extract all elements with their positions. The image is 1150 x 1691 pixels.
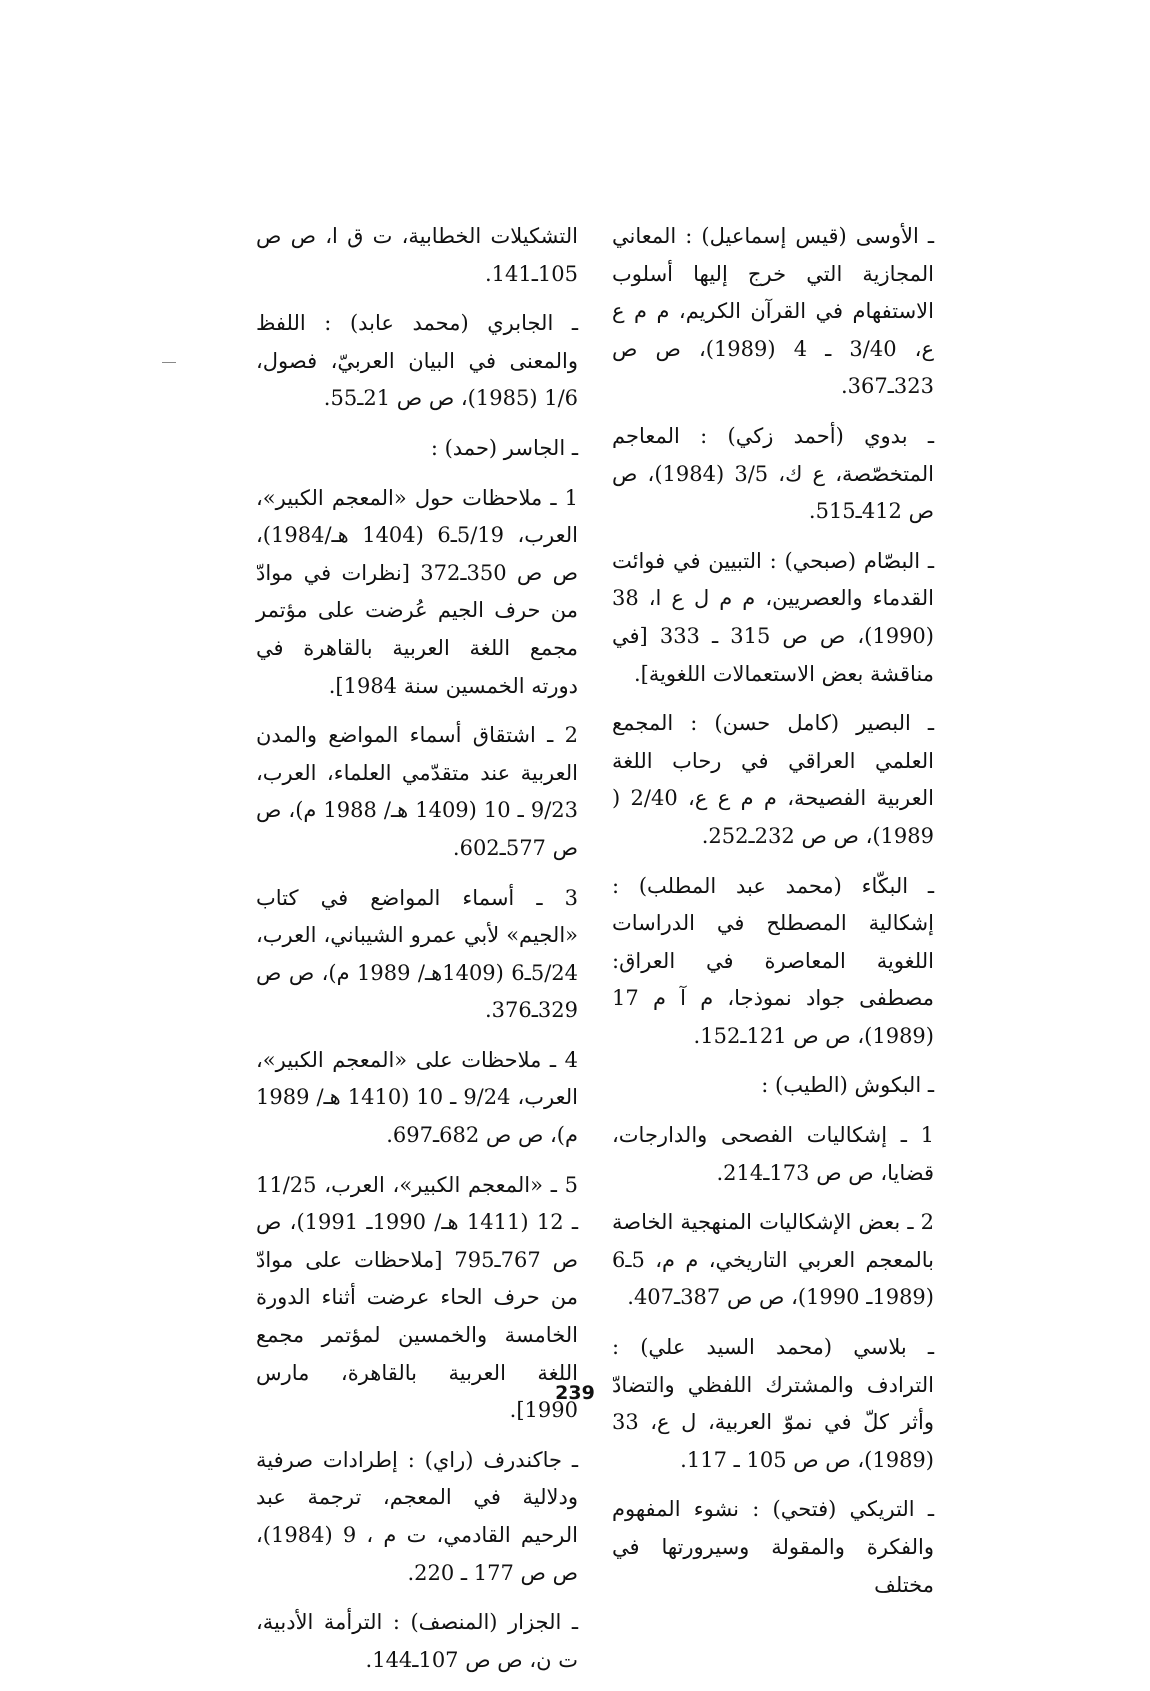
bibliography-entry: 3 ـ أسماء المواضع في كتاب «الجيم» لأبي عمرو الشيباني، العرب، 5/24ـ6 (1409هـ/ 1989 م)، ص ص 329ـ376. <box>256 885 578 1023</box>
bibliography-entry: ـ البصير (كامل حسن) : المجمع العلمي العراقي في رحاب اللغة العربية الفصيحة، م م ع ع، 2/40 ( 1989)، ص ص 232ـ252. <box>612 711 935 848</box>
bibliography-entry: 5 ـ «المعجم الكبير»، العرب، 11/25 ـ 12 (1411 هـ/ 1990ـ 1991)، ص ص 767ـ795 [ملاحظات على موادّ من حرف الحاء عرضت أثناء الدورة الخامسة والخمسين لمؤتمر مجمع اللغة العربية بالقاهرة، مارس 1990]. <box>256 1172 579 1423</box>
bibliography-entry: التشكيلات الخطابية، ت ق ا، ص ص 105ـ141. <box>256 224 578 286</box>
bibliography-entry: 2 ـ بعض الإشكاليات المنهجية الخاصة بالمعجم العربي التاريخي، م م، 5ـ6 (1989ـ 1990)، ص ص 387ـ407. <box>612 1210 934 1310</box>
bibliography-entry: ـ بدوي (أحمد زكي) : المعاجم المتخصّصة، ع ك، 3/5 (1984)، ص ص 412ـ515. <box>612 423 934 524</box>
bibliography-entry: ـ الأوسى (قيس إسماعيل) : المعاني المجازية التي خرج إليها أسلوب الاستفهام في القرآن الكريم، م م ع ع، 3/40 ـ 4 (1989)، ص ص 323ـ367. <box>612 224 934 399</box>
page-number: 239 <box>555 1382 595 1404</box>
left-column <box>256 218 578 1691</box>
bibliography-entry: 4 ـ ملاحظات على «المعجم الكبير»، العرب، 9/24 ـ 10 (1410 هـ/ 1989 م)، ص ص 682ـ697. <box>256 1047 578 1148</box>
bibliography-entry: ـ بلاسي (محمد السيد علي) : الترادف والمشترك اللفظي والتضادّ وأثر كلّ في نموّ العربية، ل ع، 33 (1989)، ص ص 105 ـ 117. <box>612 1335 934 1472</box>
bibliography-entry: 1 ـ إشكاليات الفصحى والدارجات، قضايا، ص ص 173ـ214. <box>612 1123 934 1185</box>
bibliography-entry: ـ الجابري (محمد عابد) : اللفظ والمعنى في البيان العربيّ، فصول، 1/6 (1985)، ص ص 21ـ55. <box>256 311 578 411</box>
bibliography-entry: ـ البصّام (صبحي) : التبيين في فوائت القدماء والعصريين، م م ل ع ا، 38 (1990)، ص ص 315 ـ 333 [في مناقشة بعض الاستعمالات اللغوية]. <box>612 548 934 686</box>
bibliography-entry: ـ البكّاء (محمد عبد المطلب) : إشكالية المصطلح في الدراسات اللغوية المعاصرة في العراق: مصطفى جواد نموذجا، م آ م 17 (1989)، ص ص 121ـ152. <box>612 873 934 1048</box>
scan-speck <box>162 362 176 363</box>
bibliography-author-heading: ـ الجاسر (حمد) : <box>430 435 578 460</box>
bibliography-entry: ـ الجزار (المنصف) : الترأمة الأدبية، ت ن، ص ص 107ـ144. <box>256 1610 578 1672</box>
bibliography-entry: 1 ـ ملاحظات حول «المعجم الكبير»، العرب، 5/19ـ6 (1404 هـ/1984)، ص ص 350ـ372 [نظرات في موادّ من حرف الجيم عُرضت على مؤتمر مجمع اللغة العربية بالقاهرة في دورته الخمسين سنة 1984]. <box>256 485 578 698</box>
bibliography-entry: 2 ـ اشتقاق أسماء المواضع والمدن العربية عند متقدّمي العلماء، العرب، 9/23 ـ 10 (1409 هـ/ 1988 م)، ص ص 577ـ602. <box>256 723 578 860</box>
bibliography-author-heading: ـ البكوش (الطيب) : <box>761 1073 934 1098</box>
bibliography-entry: ـ جاكندرف (راي) : إطرادات صرفية ودلالية في المعجم، ترجمة عبد الرحيم القادمي، ت م ، 9 (1984)، ص ص 177 ـ 220. <box>256 1447 578 1585</box>
bibliography-entry: ـ التريكي (فتحي) : نشوء المفهوم والفكرة والمقولة وسيرورتها في مختلف <box>612 1497 934 1597</box>
right-column <box>612 218 934 1616</box>
